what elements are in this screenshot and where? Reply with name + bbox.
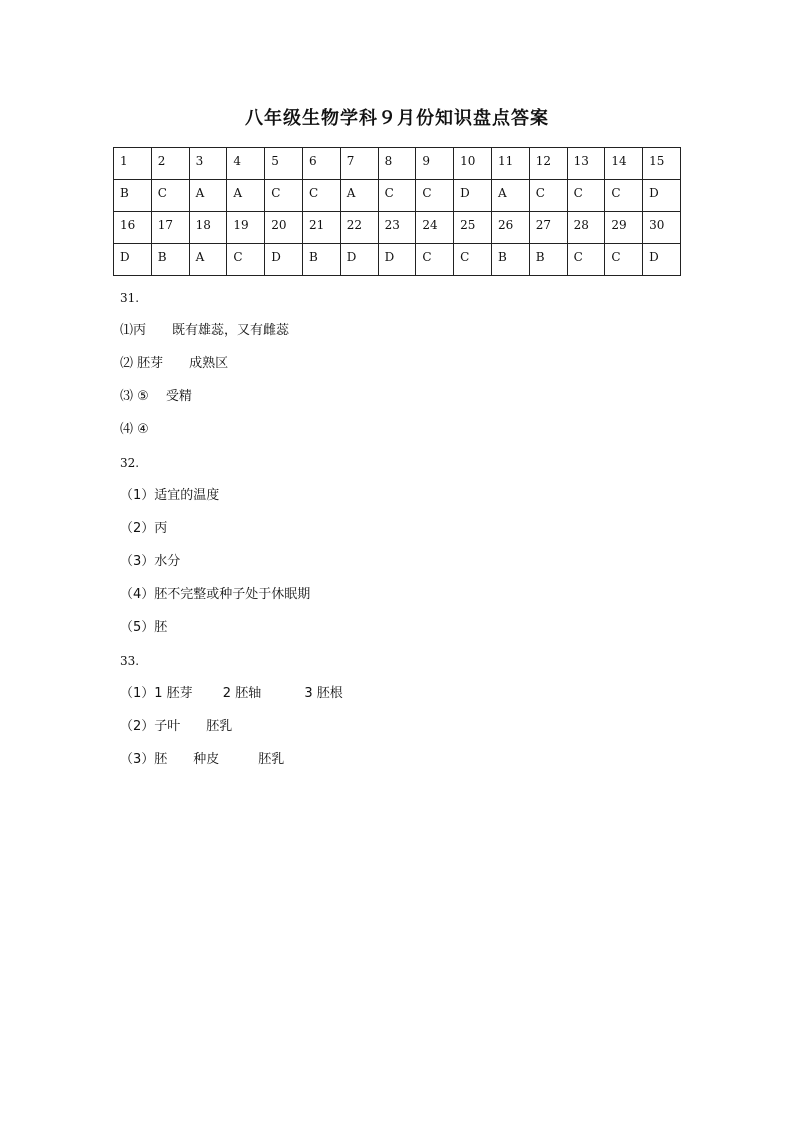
question-number-cell: 9 (416, 148, 454, 180)
answer-cell: D (114, 244, 152, 276)
answer-cell: C (605, 180, 643, 212)
question-number-cell: 18 (189, 212, 227, 244)
answers-section (120, 290, 343, 785)
question-number-cell: 2 (151, 148, 189, 180)
answer-line: （4）胚不完整或种子处于休眠期 (120, 587, 311, 602)
answer-line: （3）水分 (120, 554, 181, 569)
question-number-cell: 15 (643, 148, 681, 180)
answer-cell: D (265, 244, 303, 276)
answer-cell: B (151, 244, 189, 276)
answer-cell: C (416, 244, 454, 276)
answer-cell: C (265, 180, 303, 212)
answer-cell: D (378, 244, 416, 276)
question-number-cell: 26 (491, 212, 529, 244)
answer-cell: A (189, 244, 227, 276)
question-number-cell: 4 (227, 148, 265, 180)
question-number-cell: 28 (567, 212, 605, 244)
answer-line: （1）适宜的温度 (120, 488, 220, 503)
answer-row (114, 244, 681, 276)
question-number-cell: 22 (340, 212, 378, 244)
question-number-cell: 25 (454, 212, 492, 244)
answer-table (113, 147, 681, 276)
question-number-cell: 5 (265, 148, 303, 180)
answer-cell: D (340, 244, 378, 276)
answer-line: （1）1 胚芽 2 胚轴 3 胚根 (120, 686, 343, 701)
answer-line: （2）丙 (120, 521, 168, 536)
answer-line: ⑴丙 既有雄蕊，又有雌蕊 (120, 323, 290, 338)
answer-cell: D (643, 244, 681, 276)
answer-cell: A (491, 180, 529, 212)
answer-line: ⑶ ⑤ 受精 (120, 389, 192, 404)
question-number-cell: 6 (302, 148, 340, 180)
answer-line: （2）子叶 胚乳 (120, 719, 233, 734)
answer-cell: A (227, 180, 265, 212)
question-number-cell: 30 (643, 212, 681, 244)
question-number-cell: 7 (340, 148, 378, 180)
question-number-row (114, 212, 681, 244)
answer-line: ⑷ ④ (120, 422, 149, 437)
answer-cell: C (302, 180, 340, 212)
question-number: 31. (120, 291, 140, 305)
question-number-cell: 23 (378, 212, 416, 244)
answer-cell: B (302, 244, 340, 276)
page-title: 八年级生物学科９月份知识盘点答案 (245, 108, 549, 129)
answer-cell: A (340, 180, 378, 212)
question-number-cell: 24 (416, 212, 454, 244)
answer-cell: C (454, 244, 492, 276)
question-number-cell: 17 (151, 212, 189, 244)
answer-cell: B (114, 180, 152, 212)
question-number-cell: 27 (529, 212, 567, 244)
answer-line: （3）胚 种皮 胚乳 (120, 752, 285, 767)
question-number-cell: 16 (114, 212, 152, 244)
question-number-cell: 1 (114, 148, 152, 180)
question-number-cell: 11 (491, 148, 529, 180)
answer-line: （5）胚 (120, 620, 168, 635)
answer-cell: D (643, 180, 681, 212)
answer-cell: A (189, 180, 227, 212)
question-number-cell: 19 (227, 212, 265, 244)
question-number: 32. (120, 456, 140, 470)
answer-cell: C (151, 180, 189, 212)
answer-cell: B (491, 244, 529, 276)
answer-cell: C (567, 180, 605, 212)
answer-cell: C (416, 180, 454, 212)
answer-row (114, 180, 681, 212)
answer-line: ⑵ 胚芽 成熟区 (120, 356, 229, 371)
answer-cell: C (378, 180, 416, 212)
question-number: 33. (120, 654, 140, 668)
answer-cell: C (605, 244, 643, 276)
question-number-cell: 20 (265, 212, 303, 244)
answer-cell: B (529, 244, 567, 276)
answer-cell: D (454, 180, 492, 212)
question-number-cell: 10 (454, 148, 492, 180)
question-number-cell: 29 (605, 212, 643, 244)
answer-cell: C (227, 244, 265, 276)
question-number-cell: 21 (302, 212, 340, 244)
question-number-cell: 14 (605, 148, 643, 180)
question-number-cell: 13 (567, 148, 605, 180)
answer-cell: C (567, 244, 605, 276)
question-number-cell: 3 (189, 148, 227, 180)
question-number-row (114, 148, 681, 180)
question-number-cell: 8 (378, 148, 416, 180)
question-number-cell: 12 (529, 148, 567, 180)
answer-cell: C (529, 180, 567, 212)
